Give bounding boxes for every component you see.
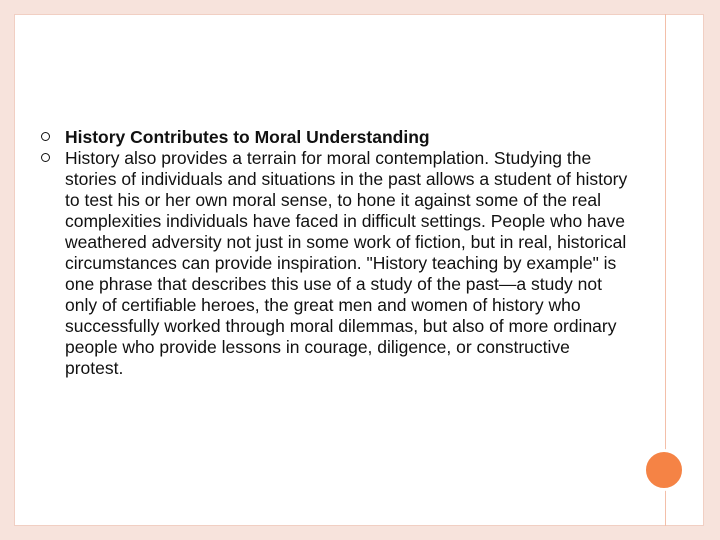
bullet-item-body bbox=[41, 148, 631, 379]
bullet-item-heading bbox=[41, 127, 631, 148]
decorative-orange-circle bbox=[643, 449, 685, 491]
bullet-body-text: History also provides a terrain for moral contemplation. Studying the stories of individuals and situations in the past allows a student of history to test his or her own moral sense, to hone it against some of the real complexities individuals have faced in difficult settings. People who have weathered adversity not just in some work of fiction, but in real, historical circumstances can provide inspiration. "History teaching by example" is one phrase that describes this use of a study of the past—a study not only of certifiable heroes, the great men and women of history who successfully worked through moral dilemmas, but also of more ordinary people who provide lessons in courage, diligence, or constructive protest. bbox=[65, 148, 628, 378]
bullet-heading-text: History Contributes to Moral Understanding bbox=[65, 127, 430, 147]
hollow-circle-icon bbox=[41, 153, 50, 162]
hollow-circle-icon bbox=[41, 132, 50, 141]
bullet-list bbox=[41, 127, 631, 379]
